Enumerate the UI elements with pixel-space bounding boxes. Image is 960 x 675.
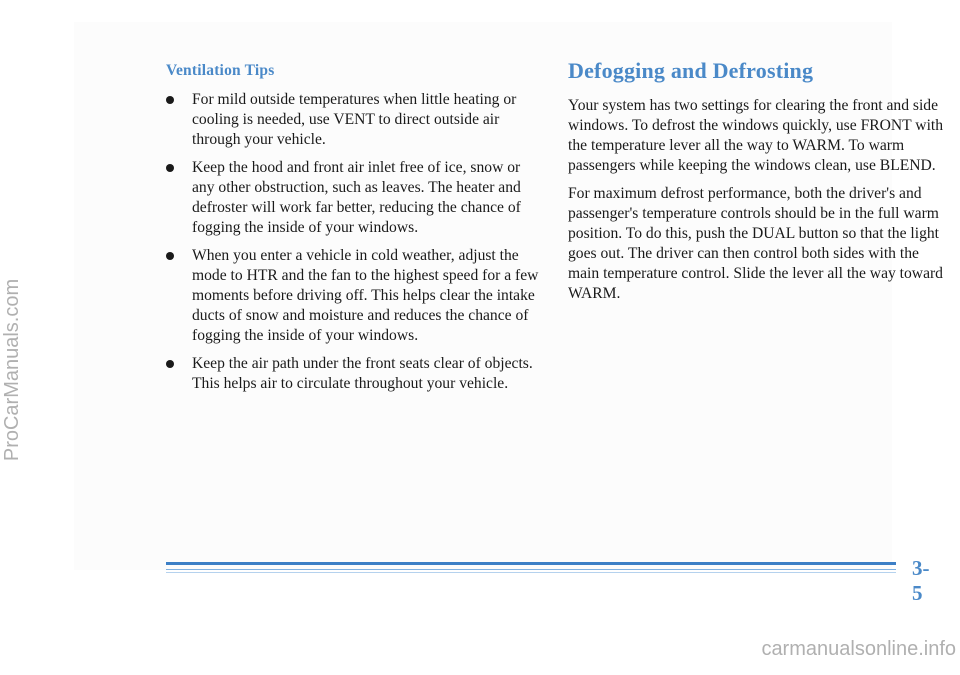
defogging-paragraph: Your system has two settings for clearing the front and side windows. To defrost the windows quickly, use FRONT with the temperature lever all the way to WARM. To warm passengers while keeping the windows clean, use BLEND. [568,97,944,174]
footer-rule-thick [166,562,896,565]
page-number: 3-5 [912,556,930,605]
defogging-heading: Defogging and Defrosting [568,58,814,83]
tip-item [166,246,546,346]
ventilation-tips-list [166,90,546,394]
manual-page [74,22,944,605]
bullet-icon [166,252,174,260]
tip-text: Keep the hood and front air inlet free of ice, snow or any other obstruction, such as leaves. The heater and defroster will work far better, reducing the chance of fogging the inside of your windows. [192,159,521,236]
defogging-section [568,58,948,312]
tip-item [166,158,546,238]
defogging-paragraph: For maximum defrost performance, both the driver's and passenger's temperature controls should be in the full warm position. To do this, push the DUAL button so that the light goes out. The driver can then control both sides with the main temperature control. Slide the lever all the way toward WARM. [568,185,943,302]
ventilation-tips-section [166,62,546,402]
tip-text: For mild outside temperatures when little heating or cooling is needed, use VENT to direct outside air through your vehicle. [192,91,517,148]
footer-rule-thin-light [166,572,896,573]
bullet-icon [166,96,174,104]
tip-item [166,90,546,150]
tip-text: When you enter a vehicle in cold weather, adjust the mode to HTR and the fan to the highest speed for a few moments before driving off. This helps clear the intake ducts of snow and moisture and reduces the chance of fogging the inside of your windows. [192,247,539,344]
footer-rule-thin [166,569,896,570]
footer-rule [166,562,896,576]
tip-item [166,354,546,394]
bottom-watermark: carmanualsonline.info [761,638,956,660]
bullet-icon [166,164,174,172]
tip-text: Keep the air path under the front seats clear of objects. This helps air to circulate throughout your vehicle. [192,355,533,392]
ventilation-tips-heading: Ventilation Tips [166,62,275,79]
side-watermark-text: ProCarManuals.com [1,278,23,462]
bullet-icon [166,360,174,368]
